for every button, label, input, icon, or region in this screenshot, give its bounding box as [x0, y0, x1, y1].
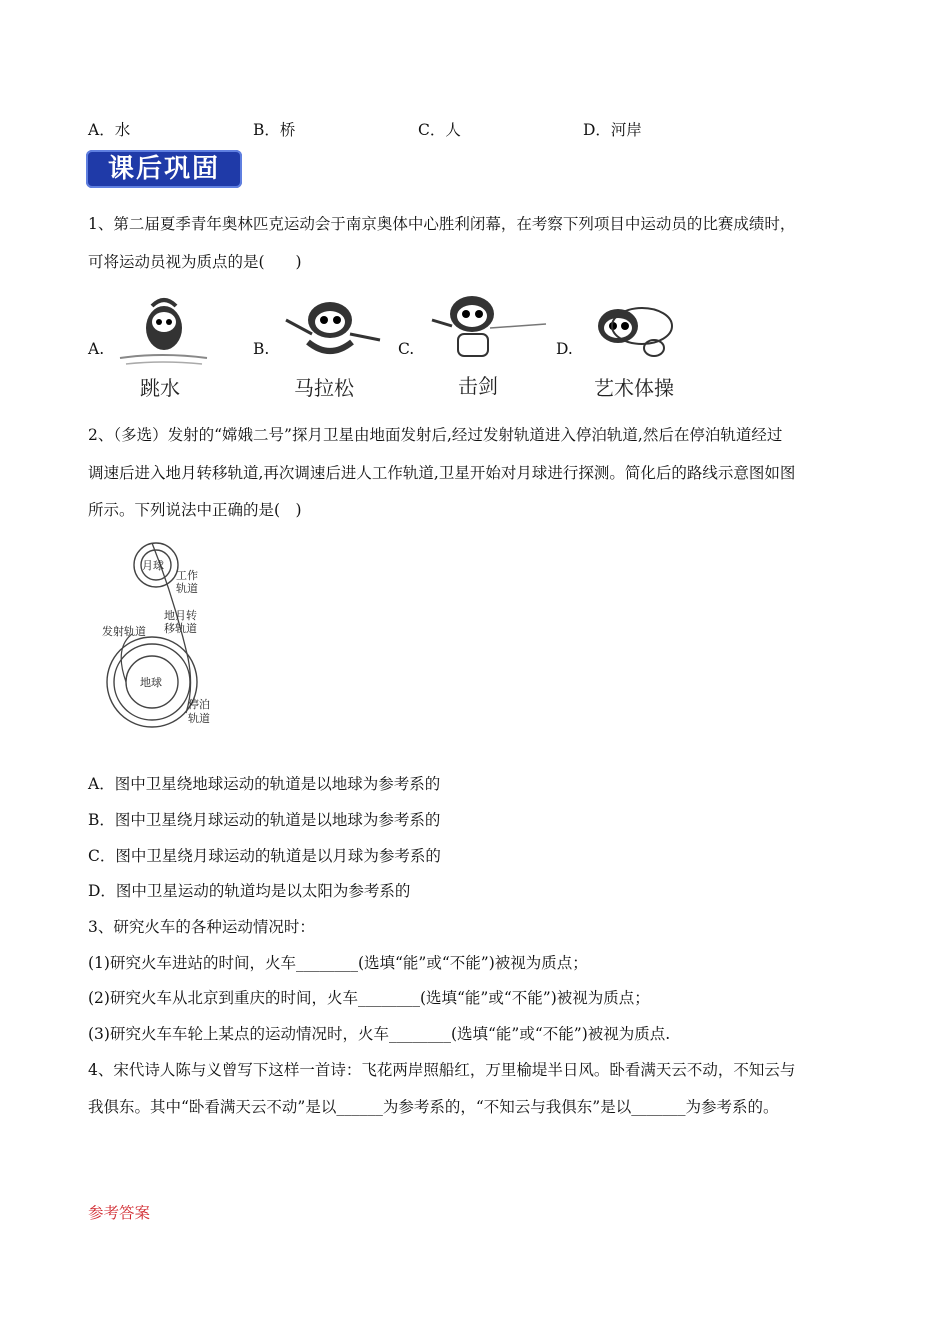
q4-text-line1: 4、宋代诗人陈与义曾写下这样一首诗：飞花两岸照船红，万里榆堤半日风。卧看满天云不动，不知云与	[88, 1061, 796, 1079]
diagram-work-orbit-label-2: 轨道	[176, 582, 198, 595]
fencing-mascot-icon	[428, 286, 548, 366]
q3-title: 3、研究火车的各种运动情况时：	[88, 918, 315, 936]
diagram-parking-orbit-label-1: 停泊	[188, 698, 210, 711]
orbit-diagram	[96, 538, 236, 733]
q3-item-2: (2)研究火车从北京到重庆的时间，火车________(选填“能”或“不能”)被视为质点；	[88, 989, 650, 1007]
diagram-work-orbit-label-1: 工作	[176, 569, 198, 582]
diagram-transfer-orbit-label-1: 地月转	[164, 609, 197, 622]
q3-item-1: (1)研究火车进站的时间，火车________(选填“能”或“不能”)被视为质点；	[88, 954, 588, 972]
q1-option-a-label: A.	[88, 340, 105, 358]
answer-heading: 参考答案	[88, 1204, 151, 1222]
q1-option-d-label: D.	[556, 340, 573, 358]
q1-option-c-caption: 击剑	[458, 374, 498, 398]
q2-option-d: D．图中卫星运动的轨道均是以太阳为参考系的	[88, 882, 411, 900]
diagram-earth-label: 地球	[140, 676, 162, 689]
prev-option-a: A．水	[88, 121, 131, 139]
q2-option-b: B．图中卫星绕月球运动的轨道是以地球为参考系的	[88, 811, 441, 829]
q1-option-b-label: B.	[253, 340, 270, 358]
q2-text-line1: 2、（多选）发射的“嫦娥二号”探月卫星由地面发射后,经过发射轨道进入停泊轨道,然后在停泊轨道经过	[88, 426, 783, 444]
prev-option-d: D．河岸	[583, 121, 642, 139]
q4-text-line2: 我俱东。其中“卧看满天云不动”是以______为参考系的，“不知云与我俱东”是以_______为参考系的。	[88, 1098, 779, 1116]
section-banner: 课后巩固	[86, 150, 242, 188]
gymnastics-mascot-icon	[584, 292, 684, 372]
q2-option-a: A．图中卫星绕地球运动的轨道是以地球为参考系的	[88, 775, 441, 793]
q2-option-c: C．图中卫星绕月球运动的轨道是以月球为参考系的	[88, 847, 441, 865]
q1-option-c-label: C.	[398, 340, 415, 358]
q3-item-3: (3)研究火车车轮上某点的运动情况时，火车________(选填“能”或“不能”)被视为质点.	[88, 1025, 671, 1043]
q1-option-b-caption: 马拉松	[294, 376, 354, 400]
q1-text-line2: 可将运动员视为质点的是( )	[88, 253, 302, 271]
q1-option-a-caption: 跳水	[140, 376, 180, 400]
q2-text-line3: 所示。下列说法中正确的是( )	[88, 501, 302, 519]
diagram-transfer-orbit-label-2: 移轨道	[164, 622, 197, 635]
prev-option-c: C．人	[418, 121, 461, 139]
diagram-parking-orbit-label-2: 轨道	[188, 712, 210, 725]
marathon-mascot-icon	[282, 290, 382, 370]
q1-option-d-caption: 艺术体操	[594, 376, 674, 400]
q1-text-line1: 1、第二届夏季青年奥林匹克运动会于南京奥体中心胜利闭幕，在考察下列项目中运动员的比赛成绩时，	[88, 215, 796, 233]
diving-mascot-icon	[112, 290, 212, 370]
diagram-launch-orbit-label: 发射轨道	[102, 625, 146, 638]
prev-option-b: B．桥	[253, 121, 296, 139]
q2-text-line2: 调速后进入地月转移轨道,再次调速后进人工作轨道,卫星开始对月球进行探测。简化后的路线示意图如图	[88, 464, 796, 482]
diagram-moon-label: 月球	[142, 559, 164, 572]
